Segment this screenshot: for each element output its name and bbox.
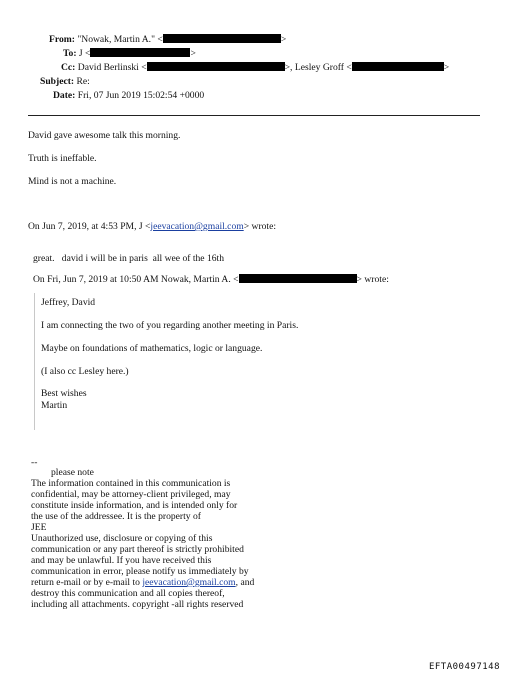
- reply2-attribution: [33, 274, 389, 286]
- disclaimer-line: JEE: [31, 522, 47, 533]
- body-line-2: Truth is ineffable.: [28, 153, 97, 164]
- reply2-attribution-post: > wrote:: [356, 274, 389, 285]
- disclaimer-line: communication or any part thereof is strictly prohibited: [31, 544, 244, 555]
- quote-bar: [34, 293, 35, 430]
- to-value: J <: [78, 48, 91, 59]
- redaction-block: [239, 274, 357, 283]
- redaction-block: [163, 34, 281, 43]
- angle-close: >: [280, 34, 287, 45]
- cc-row: [61, 62, 449, 74]
- redaction-block: [147, 62, 285, 71]
- reply2-signoff: Best wishes: [41, 388, 87, 399]
- disclaimer-line: confidential, may be attorney-client privileged, may: [31, 489, 231, 500]
- angle-close: >: [443, 62, 450, 73]
- subject-row: [40, 76, 90, 88]
- reply2-paragraph-2: Maybe on foundations of mathematics, logic or language.: [41, 343, 263, 354]
- disclaimer-line: destroy this communication and all copies thereof,: [31, 588, 225, 599]
- body-line-1: David gave awesome talk this morning.: [28, 130, 181, 141]
- disclaimer-line: Unauthorized use, disclosure or copying of this: [31, 533, 213, 544]
- disclaimer-line: [31, 577, 254, 589]
- disclaimer-text: return e-mail or by e-mail to: [31, 577, 143, 588]
- from-label: From:: [49, 34, 75, 45]
- date-label: Date:: [53, 90, 76, 101]
- disclaimer-line: constitute inside information, and is intended only for: [31, 500, 238, 511]
- disclaimer-line: and may be unlawful. If you have received this: [31, 555, 212, 566]
- redaction-block: [90, 48, 190, 57]
- reply2-greeting: Jeffrey, David: [41, 297, 96, 308]
- reply1-attribution-pre: On Jun 7, 2019, at 4:53 PM, J <: [28, 221, 151, 232]
- email-link[interactable]: jeevacation@gmail.com: [142, 577, 236, 588]
- subject-label: Subject:: [40, 76, 75, 87]
- disclaimer-text: , and: [235, 577, 255, 588]
- reply1-attribution: [28, 221, 276, 233]
- disclaimer-line: The information contained in this communication is: [31, 478, 231, 489]
- reply2-paragraph-3: (I also cc Lesley here.): [41, 366, 129, 377]
- email-link[interactable]: jeevacation@gmail.com: [150, 221, 244, 232]
- subject-value: Re:: [76, 76, 90, 87]
- disclaimer-line: including all attachments. copyright -all rights reserved: [31, 599, 244, 610]
- signature-dashes: --: [31, 457, 38, 468]
- date-value: Fri, 07 Jun 2019 15:02:54 +0000: [77, 90, 205, 101]
- reply2-attribution-pre: On Fri, Jun 7, 2019 at 10:50 AM Nowak, Martin A. <: [33, 274, 239, 285]
- disclaimer-line: communication in error, please notify us immediately by: [31, 566, 249, 577]
- header-divider: [28, 115, 480, 116]
- to-row: [63, 48, 196, 60]
- cc-value: David Berlinski <: [77, 62, 147, 73]
- angle-close: >: [190, 48, 196, 59]
- reply1-text: great. david i will be in paris all wee of the 16th: [33, 253, 225, 264]
- reply2-signature: Martin: [41, 400, 68, 411]
- cc-second: >, Lesley Groff <: [284, 62, 352, 73]
- date-row: [53, 90, 204, 102]
- bates-number: EFTA00497148: [428, 662, 500, 672]
- disclaimer-line: the use of the addressee. It is the property of: [31, 511, 201, 522]
- redaction-block: [352, 62, 444, 71]
- to-label: To:: [63, 48, 77, 59]
- please-note: please note: [51, 467, 94, 478]
- reply1-attribution-post: > wrote:: [243, 221, 277, 232]
- body-line-3: Mind is not a machine.: [28, 176, 117, 187]
- from-row: [49, 34, 286, 46]
- reply2-paragraph-1: I am connecting the two of you regarding another meeting in Paris.: [41, 320, 299, 331]
- from-value: "Nowak, Martin A." <: [77, 34, 163, 45]
- cc-label: Cc:: [61, 62, 76, 73]
